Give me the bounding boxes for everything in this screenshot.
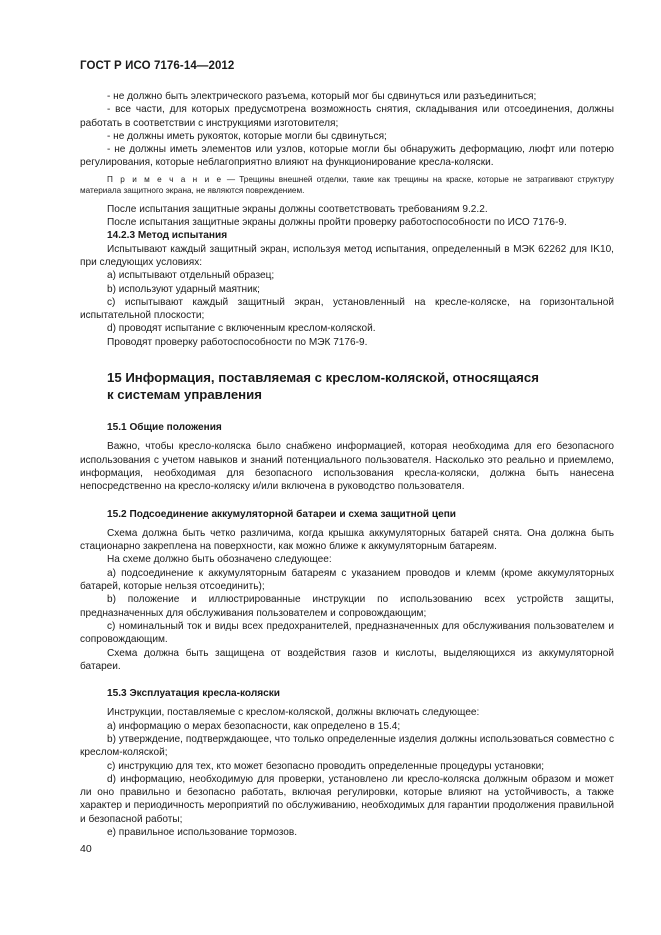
list-item: d) информацию, необходимую для проверки, установлено ли кресло-коляска должным образом и может ли оно правильно и безопасно работать, включая регулировки, которые влияют на устойчивость, а также характер и периодичность мероприятий по обслуживанию, необходимых для гарантии продолжения правильной и безопасной работы; bbox=[80, 773, 614, 825]
paragraph: Инструкции, поставляемые с креслом-коляской, должны включать следующее: bbox=[107, 707, 480, 719]
paragraph: - не должно быть электрического разъема, который мог бы сдвинуться или разъединиться; bbox=[107, 91, 537, 102]
paragraph: - не должны иметь элементов или узлов, которые могли бы обнаружить деформацию, люфт или потерю регулирования, которые неблагоприятно влияют на функционирование кресла-коляски. bbox=[80, 144, 614, 169]
subsection-heading-15-1: 15.1 Общие положения bbox=[107, 422, 222, 434]
note-label: П р и м е ч а н и е bbox=[107, 174, 223, 184]
paragraph: Важно, чтобы кресло-коляска было снабжено информацией, которая необходима для его безопасного использования с учетом навыков и знаний потенциального пользователя. Насколько это реально и приемлемо, информация, необходимая для безопасного использования кресла-коляски, должна быть нанесена непосредственно на кресло-коляску и/или включена в руководство пользователя. bbox=[80, 441, 614, 493]
list-item: b) утверждение, подтверждающее, что только определенные изделия должны использоваться совместно с креслом-коляской; bbox=[80, 733, 614, 759]
page-body bbox=[80, 90, 614, 839]
paragraph: - все части, для которых предусмотрена возможность снятия, складывания или отсоединения, должны работать в соответствии с инструкциями изготовителя; bbox=[80, 104, 614, 129]
subsection-heading-15-3: 15.3 Эксплуатация кресла-коляски bbox=[107, 688, 280, 700]
list-item: е) правильное использование тормозов. bbox=[107, 827, 298, 839]
paragraph: Проводят проверку работоспособности по МЭК 7176-9. bbox=[107, 336, 368, 348]
list-item: c) номинальный ток и виды всех предохранителей, предназначенных для обслуживания пользователем и сопровождающим. bbox=[80, 620, 614, 646]
list-item: а) информацию о мерах безопасности, как определено в 15.4; bbox=[107, 720, 401, 732]
list-item: b) используют ударный маятник; bbox=[107, 283, 260, 295]
paragraph: Схема должна быть четко различима, когда крышка аккумуляторных батарей снята. Она должна быть стационарно закреплена на поверхности, как можно ближе к аккумуляторным батареям. bbox=[80, 527, 614, 553]
document-header: ГОСТ Р ИСО 7176-14—2012 bbox=[80, 60, 235, 72]
paragraph: Испытывают каждый защитный экран, используя метод испытания, определенный в МЭК 62262 для IK10, при следующих условиях: bbox=[80, 243, 614, 268]
list-item: c) испытывают каждый защитный экран, установленный на кресле-коляске, на горизонтальной испытательной плоскости; bbox=[80, 296, 614, 322]
list-item: b) положение и иллюстрированные инструкции по использованию всех устройств защиты, предназначенных для обслуживания пользователем и сопровождающим; bbox=[80, 594, 614, 619]
paragraph: - не должны иметь рукояток, которые могли бы сдвинуться; bbox=[107, 130, 387, 142]
subsection-heading-15-2: 15.2 Подсоединение аккумуляторной батареи и схема защитной цепи bbox=[107, 508, 457, 520]
paragraph: На схеме должно быть обозначено следующее: bbox=[107, 554, 332, 566]
page-number: 40 bbox=[80, 843, 92, 855]
list-item: а) испытывают отдельный образец; bbox=[107, 270, 275, 282]
list-item: а) подсоединение к аккумуляторным батареям с указанием проводов и клемм (кроме аккумуляторных батарей, которые нельзя отсоединить); bbox=[80, 567, 614, 593]
paragraph: После испытания защитные экраны должны пройти проверку работоспособности по ИСО 7176-9. bbox=[107, 217, 567, 229]
note bbox=[80, 174, 614, 196]
list-item: c) инструкцию для тех, кто может безопасно проводить определенные процедуры установки; bbox=[107, 760, 545, 772]
note-text: — Трещины внешней отделки, такие как трещины на краске, которые не затрагивают структуру материала защитного экрана, не являются повреждением. bbox=[80, 174, 614, 195]
section-heading-line: к системам управления bbox=[107, 387, 262, 403]
subsection-heading-14-2-3: 14.2.3 Метод испытания bbox=[107, 230, 228, 242]
section-heading-line: 15 Информация, поставляемая с креслом-коляской, относящаяся bbox=[107, 370, 539, 386]
paragraph: После испытания защитные экраны должны соответствовать требованиям 9.2.2. bbox=[107, 203, 488, 215]
list-item: d) проводят испытание с включенным креслом-коляской. bbox=[107, 323, 376, 335]
paragraph: Схема должна быть защищена от воздействия газов и кислоты, выделяющихся из аккумуляторной батареи. bbox=[80, 647, 614, 672]
section-heading-15 bbox=[107, 369, 614, 403]
